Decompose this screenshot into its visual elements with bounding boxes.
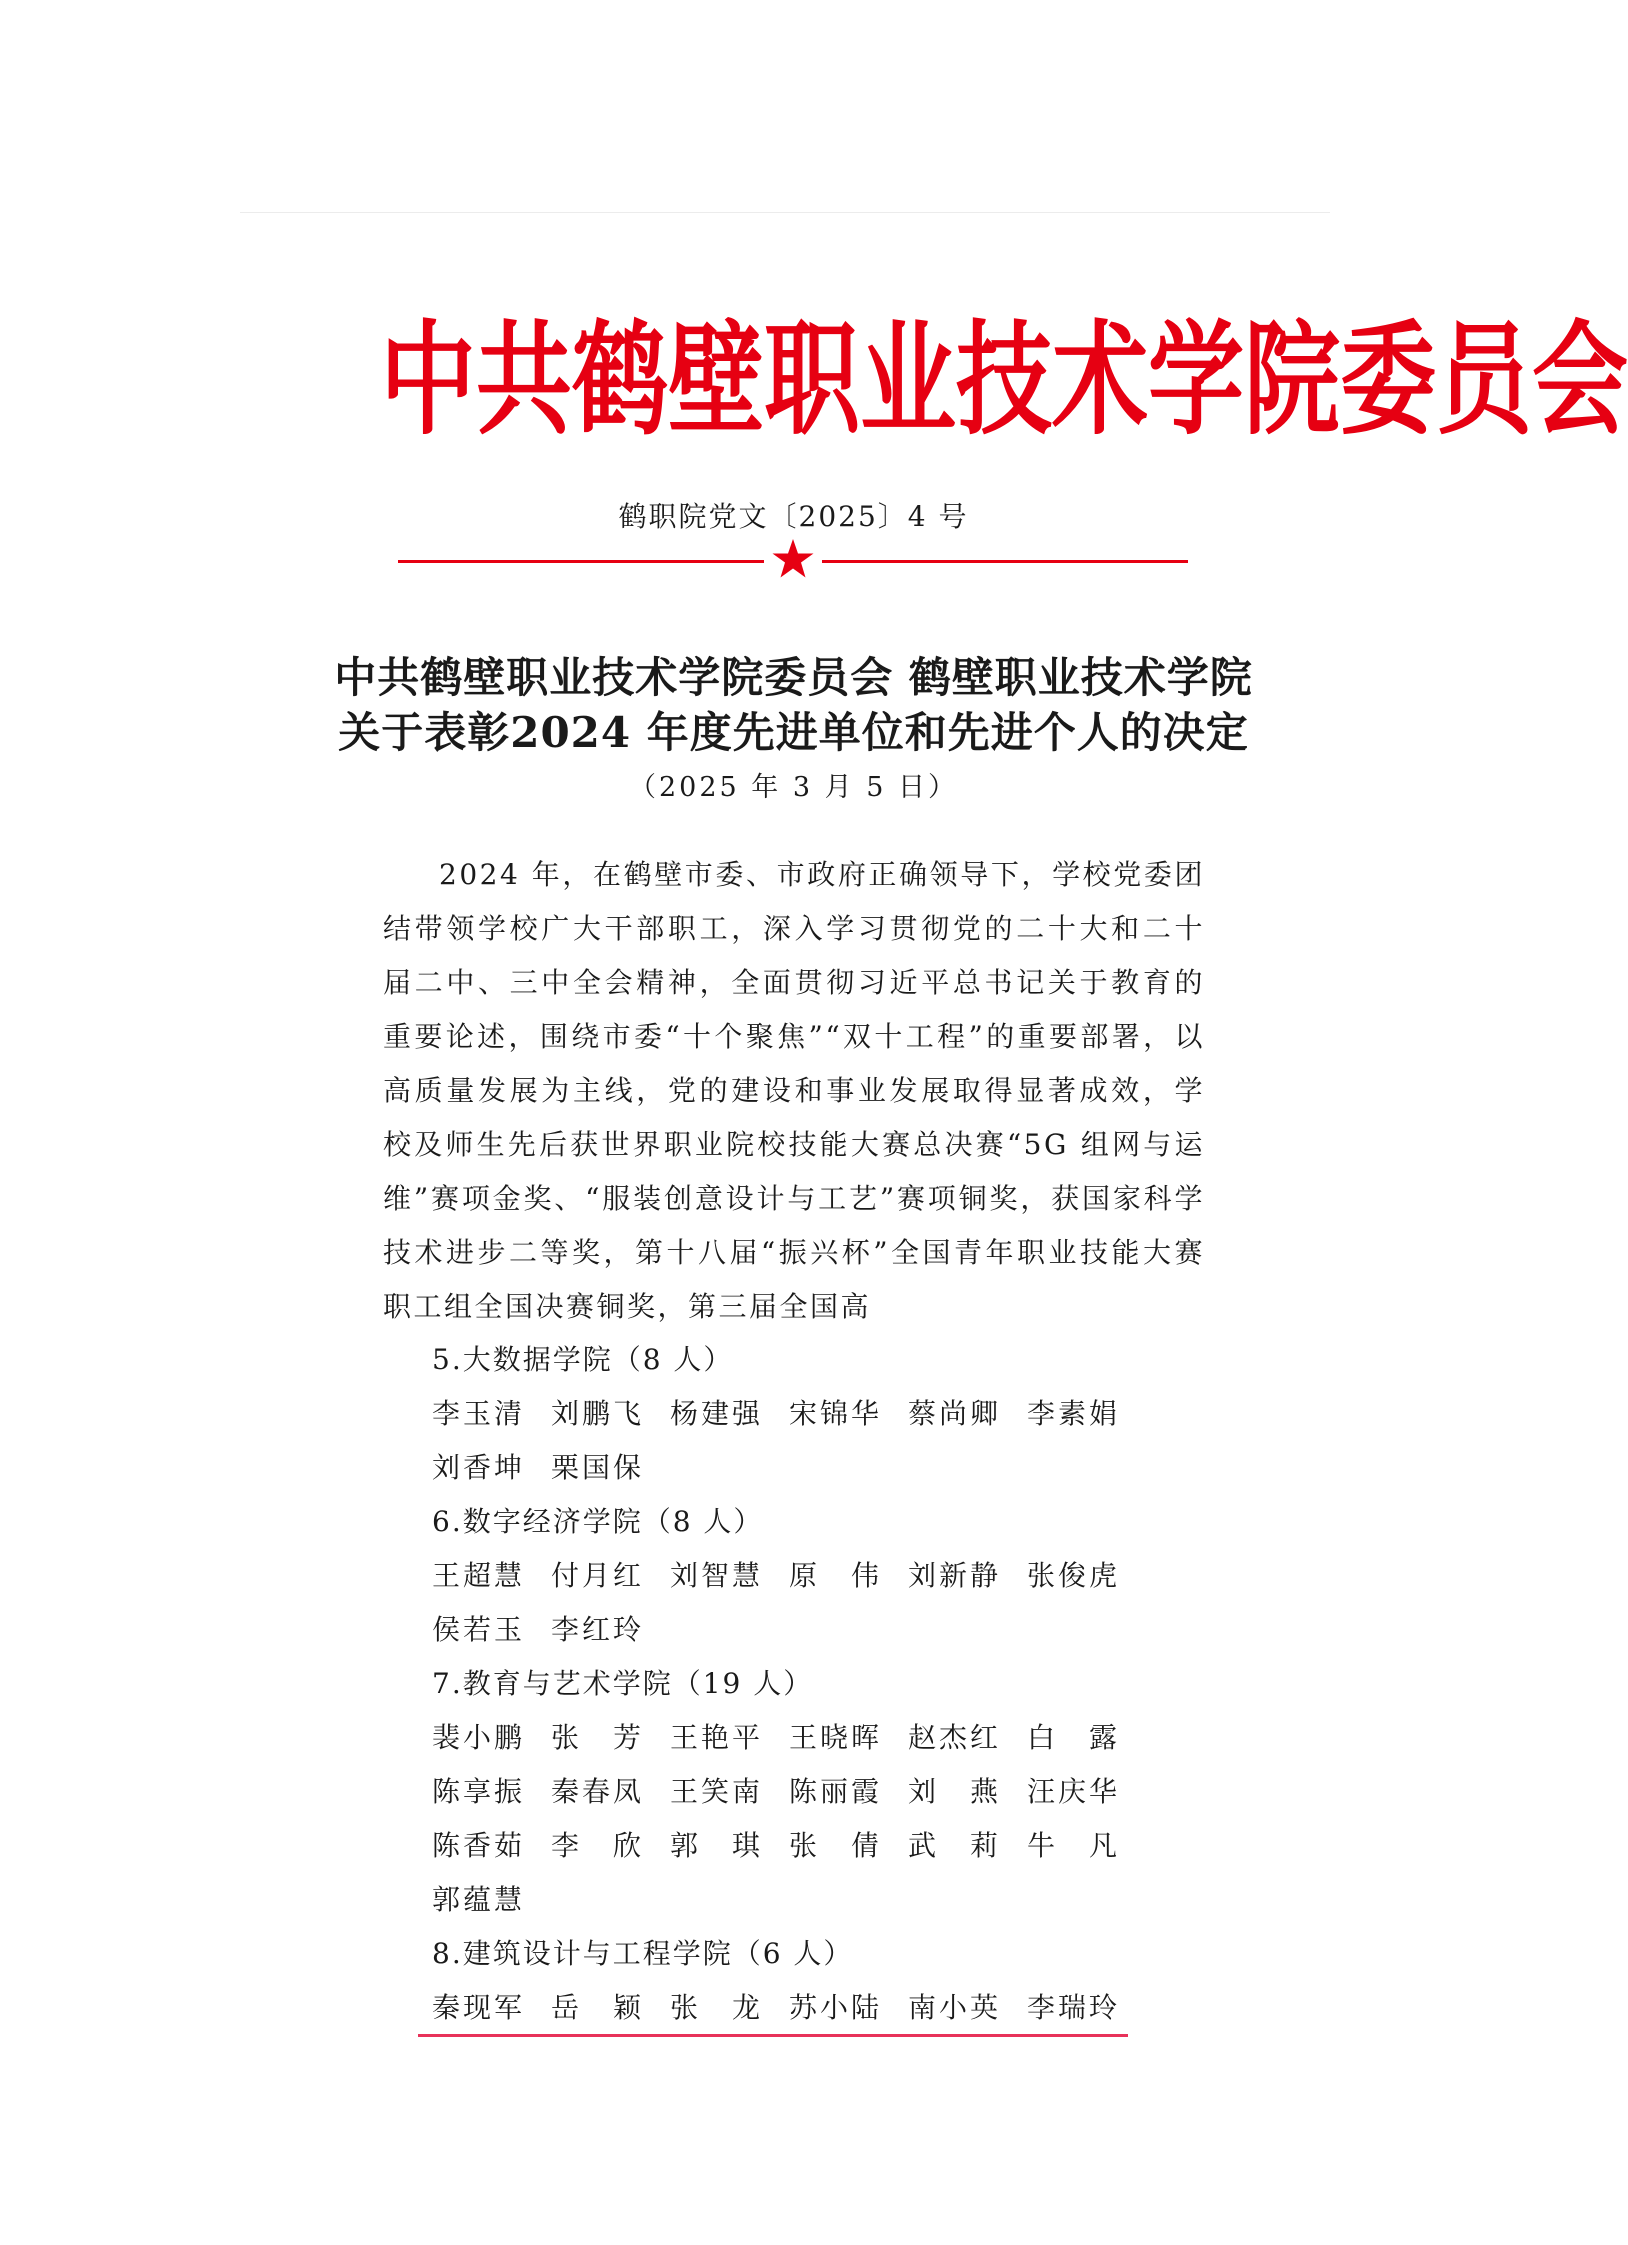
header-char: 中 [380,307,476,452]
header-char: 术 [1052,307,1148,452]
honoree-name: 赵杰红 [908,1721,1002,1754]
header-char: 共 [476,307,572,452]
decision-title-line-2: 关于表彰2024 年度先进单位和先进个人的决定 [338,708,1249,757]
honoree-name: 郭蕴慧 [432,1883,526,1916]
page-top-rule [240,212,1330,213]
honoree-name: 张 龙 [670,1991,764,2024]
honoree-name: 陈香茹 [432,1829,526,1862]
name-row [432,1765,1232,1819]
header-char: 委 [1340,307,1436,452]
honoree-name: 苏小陆 [789,1991,883,2024]
group-heading: 8.建筑设计与工程学院（6 人） [432,1937,854,1970]
honoree-name: 刘鹏飞 [551,1397,645,1430]
red-star-icon [771,537,815,581]
honoree-name: 李瑞玲 [1027,1991,1121,2024]
body-paragraph: 2024 年，在鹤壁市委、市政府正确领导下，学校党委团结带领学校广大干部职工，深入学习贯彻党的二十大和二十届二中、三中全会精神，全面贯彻习近平总书记关于教育的重要论述，围绕市委“十个聚焦”“双十工程”的重要部署，以高质量发展为主线，党的建设和事业发展取得显著成效，学校及师生先后获世界职业院校技能大赛总决赛“5G 组网与运维”赛项金奖、“服装创意设计与工艺”赛项铜奖，获国家科学技术进步二等奖，第十八届“振兴杯”全国青年职业技能大赛职工组全国决赛铜奖，第三届全国高 [383,858,1205,1323]
honoree-name: 李 欣 [551,1829,645,1862]
name-row [432,1819,1232,1873]
honoree-name: 王艳平 [670,1721,764,1754]
name-row [432,1387,1232,1441]
group-heading: 7.教育与艺术学院（19 人） [432,1667,814,1700]
name-row [432,1441,1232,1495]
header-char: 职 [764,307,860,452]
honoree-name: 栗国保 [551,1451,645,1484]
honoree-name: 王晓晖 [789,1721,883,1754]
decision-date: （2025 年 3 月 5 日） [629,772,958,803]
body-text [383,848,1205,1334]
name-row [432,1981,1232,2035]
header-char: 业 [860,307,956,452]
name-row [432,1711,1232,1765]
document-number: 鹤职院党文〔2025〕4 号 [618,500,969,533]
bottom-red-rule [418,2034,1128,2037]
honoree-name: 秦现军 [432,1991,526,2024]
honoree-name: 汪庆华 [1027,1775,1121,1808]
honoree-name: 张 芳 [551,1721,645,1754]
honoree-name: 刘新静 [908,1559,1002,1592]
honoree-name: 白 露 [1027,1721,1121,1754]
honoree-name: 牛 凡 [1027,1829,1121,1862]
header-char: 壁 [668,307,764,452]
header-char: 学 [1148,307,1244,452]
honoree-list [432,1333,1232,2035]
honoree-name: 王超慧 [432,1559,526,1592]
header-char: 鹤 [572,307,668,452]
group-heading: 5.大数据学院（8 人） [432,1343,734,1376]
honoree-name: 陈丽霞 [789,1775,883,1808]
honoree-name: 张俊虎 [1027,1559,1121,1592]
honoree-name: 岳 颖 [551,1991,645,2024]
decision-title-line-1: 中共鹤壁职业技术学院委员会 鹤壁职业技术学院 [334,653,1253,702]
group-heading: 6.数字经济学院（8 人） [432,1505,764,1538]
name-row [432,1549,1232,1603]
honoree-name: 裴小鹏 [432,1721,526,1754]
honoree-name: 武 莉 [908,1829,1002,1862]
honoree-name: 刘智慧 [670,1559,764,1592]
honoree-name: 秦春凤 [551,1775,645,1808]
header-char: 院 [1244,307,1340,452]
honoree-name: 张 倩 [789,1829,883,1862]
red-divider-left [398,560,764,563]
honoree-name: 付月红 [551,1559,645,1592]
header-char: 技 [956,307,1052,452]
honoree-name: 原 伟 [789,1559,883,1592]
red-divider-right [822,560,1188,563]
honoree-name: 宋锦华 [789,1397,883,1430]
name-row [432,1603,1232,1657]
honoree-name: 杨建强 [670,1397,764,1430]
name-row [432,1873,1232,1927]
honoree-name: 刘香坤 [432,1451,526,1484]
header-char: 会 [1532,307,1628,452]
honoree-name: 李玉清 [432,1397,526,1430]
honoree-name: 侯若玉 [432,1613,526,1646]
honoree-name: 王笑南 [670,1775,764,1808]
honoree-name: 李素娟 [1027,1397,1121,1430]
honoree-name: 蔡尚卿 [908,1397,1002,1430]
honoree-name: 李红玲 [551,1613,645,1646]
honoree-name: 刘 燕 [908,1775,1002,1808]
honoree-name: 陈享振 [432,1775,526,1808]
issuing-organization-header [380,280,1628,459]
header-char: 员 [1436,307,1532,452]
honoree-name: 南小英 [908,1991,1002,2024]
honoree-name: 郭 琪 [670,1829,764,1862]
